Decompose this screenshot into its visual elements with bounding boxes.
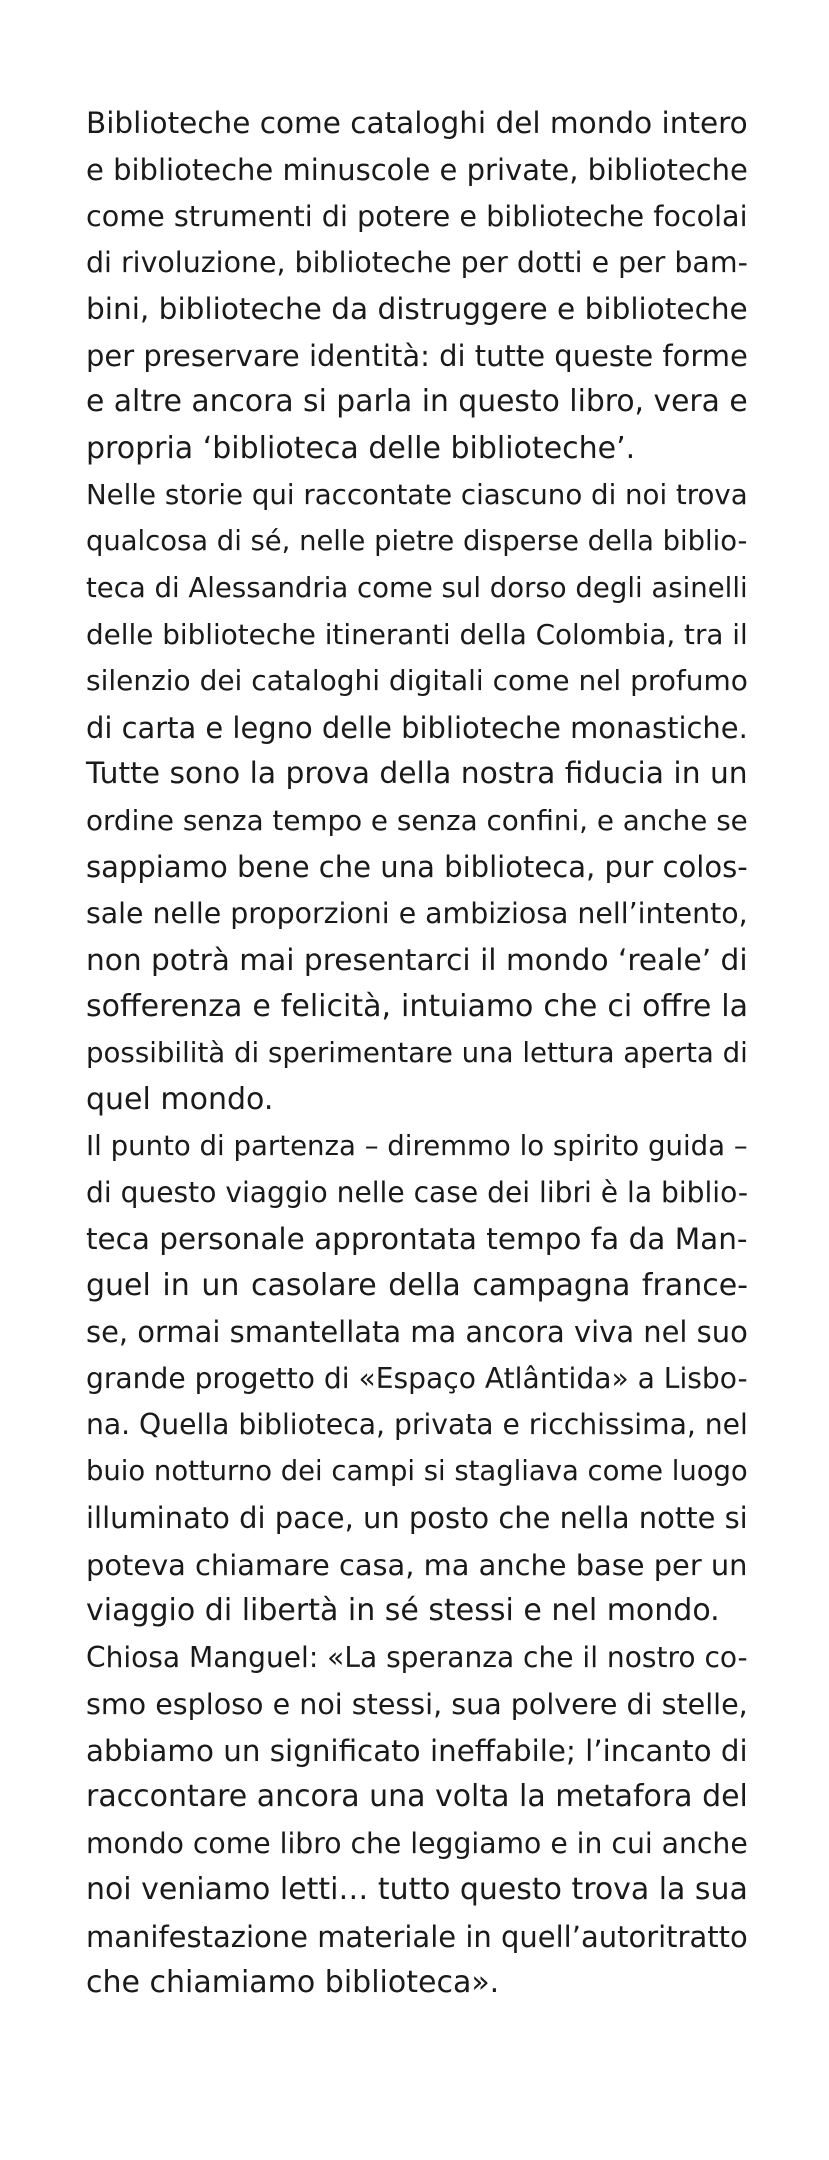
text-line: grande progetto di «Espaço Atlântida» a Lisbo- (86, 1361, 748, 1395)
text-line: di carta e legno delle biblioteche monastiche. (86, 710, 748, 745)
text-line: buio notturno dei campi si stagliava come luogo (86, 1455, 748, 1487)
text-line: viaggio di libertà in sé stessi e nel mondo. (86, 1593, 720, 1628)
text-line: manifestazione materiale in quell’autoritratto (86, 1919, 748, 1954)
text-line: bini, biblioteche da distruggere e biblioteche (86, 292, 748, 326)
text-line: se, ormai smantellata ma ancora viva nel suo (86, 1315, 748, 1349)
text-line: qualcosa di sé, nelle pietre disperse della biblio- (86, 525, 748, 557)
text-line: ordine senza tempo e senza confini, e anche se (86, 803, 748, 837)
paragraph (86, 472, 748, 1123)
text-line: per preservare identità: di tutte queste forme (86, 338, 748, 373)
text-line: sale nelle proporzioni e ambiziosa nell’intento, (86, 896, 748, 930)
text-line: delle biblioteche itineranti della Colombia, tra il (86, 617, 748, 651)
text-line: smo esploso e noi stessi, sua polvere di stelle, (86, 1687, 748, 1721)
text-line: teca di Alessandria come sul dorso degli asinelli (86, 572, 748, 604)
text-line: Chiosa Manguel: «La speranza che il nostro co- (86, 1640, 748, 1674)
text-line: quel mondo. (86, 1081, 274, 1117)
text-line: raccontare ancora una volta la metafora del (86, 1779, 748, 1814)
text-line: mondo come libro che leggiamo e in cui anche (86, 1826, 748, 1860)
text-line: e altre ancora si parla in questo libro, vera e (86, 384, 748, 419)
text-line: teca personale approntata tempo fa da Man- (86, 1222, 748, 1256)
text-line: poteva chiamare casa, ma anche base per un (86, 1547, 748, 1582)
text-line: na. Quella biblioteca, privata e ricchissima, nel (86, 1408, 748, 1441)
text-line: di rivoluzione, biblioteche per dotti e per bam- (86, 245, 748, 279)
text-line: come strumenti di potere e biblioteche focolai (86, 199, 748, 233)
text-line: propria ‘biblioteca delle biblioteche’. (86, 430, 636, 466)
text-line: possibilità di sperimentare una lettura aperta di (86, 1036, 748, 1069)
text-line: sappiamo bene che una biblioteca, pur colos- (86, 850, 748, 884)
text-line: e biblioteche minuscole e private, biblioteche (86, 152, 748, 187)
text-line: noi veniamo letti… tutto questo trova la sua (86, 1872, 748, 1907)
text-line: che chiamiamo biblioteca». (86, 1965, 500, 2000)
text-line: non potrà mai presentarci il mondo ‘reale’ di (86, 943, 748, 977)
text-line: sofferenza e felicità, intuiamo che ci offre la (86, 988, 748, 1024)
text-line: illuminato di pace, un posto che nella notte si (86, 1501, 748, 1535)
paragraph (86, 100, 748, 472)
paragraph (86, 1123, 748, 1635)
text-line: abbiamo un significato ineffabile; l’incanto di (86, 1733, 748, 1768)
paragraph (86, 1635, 748, 2007)
text-line: Nelle storie qui raccontate ciascuno di noi trova (86, 478, 748, 511)
text-line: Biblioteche come cataloghi del mondo intero (86, 106, 748, 140)
text-line: guel in un casolare della campagna france- (86, 1267, 748, 1303)
text-line: silenzio dei cataloghi digitali come nel profumo (86, 664, 748, 697)
text-line: Il punto di partenza – diremmo lo spirito guida – (86, 1129, 748, 1162)
body-text (86, 100, 748, 2007)
text-line: Tutte sono la prova della nostra fiducia in un (86, 756, 748, 791)
text-line: di questo viaggio nelle case dei libri è la biblio- (86, 1175, 748, 1209)
